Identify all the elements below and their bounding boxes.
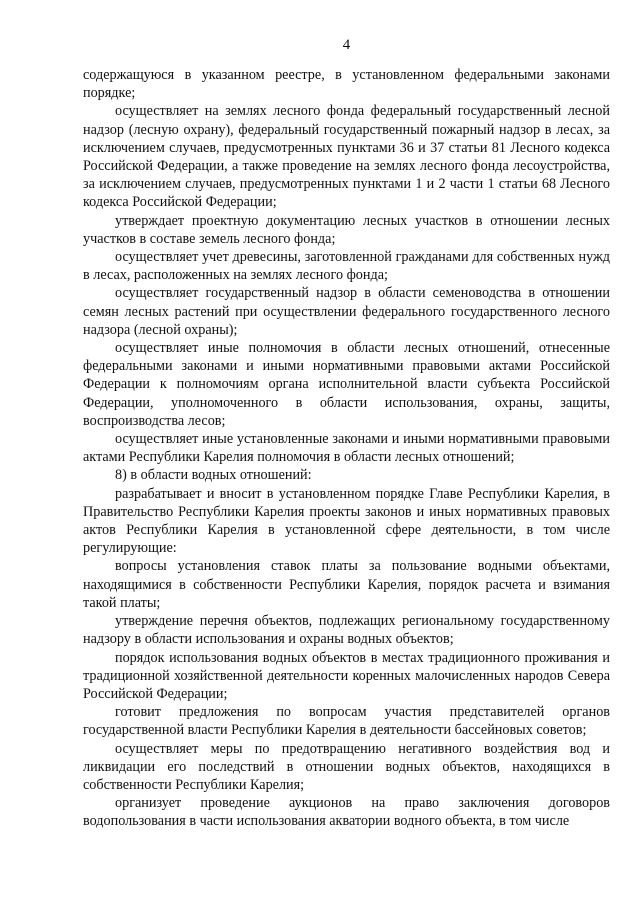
paragraph: осуществляет на землях лесного фонда федеральный государственный лесной надзор (лесную охрану), федеральный государственный пожарный надзор в лесах, за исключением случаев, предусмотренных пунктами 36 и 37 статьи 81 Лесного кодекса Российской Федерации, а также проведение на землях лесного фонда лесоустройства, за исключением случаев, предусмотренных пунктами 1 и 2 части 1 статьи 68 Лесного кодекса Российской Федерации; <box>83 103 610 211</box>
paragraph: организует проведение аукционов на право заключения договоров водопользования в части использования акватории водного объекта, в том числе <box>83 795 610 830</box>
paragraph: осуществляет иные полномочия в области лесных отношений, отнесенные федеральными законами и иными нормативными правовыми актами Российской Федерации к полномочиям органа исполнительной власти субъекта Российской Федерации, уполномоченного в области использования, охраны, защиты, воспроизводства лесов; <box>83 340 610 429</box>
paragraph: порядок использования водных объектов в местах традиционного проживания и традиционной хозяйственной деятельности коренных малочисленных народов Севера Российской Федерации; <box>83 649 610 702</box>
paragraph: осуществляет меры по предотвращению негативного воздействия вод и ликвидации его последствий в отношении водных объектов, находящихся в собственности Республики Карелия; <box>83 740 610 793</box>
paragraph: осуществляет учет древесины, заготовленной гражданами для собственных нужд в лесах, расположенных на землях лесного фонда; <box>83 249 610 284</box>
paragraph: осуществляет иные установленные законами и иными нормативными правовыми актами Республики Карелия полномочия в области лесных отношений; <box>83 431 610 466</box>
document-body <box>83 66 610 831</box>
paragraph: утверждает проектную документацию лесных участков в отношении лесных участков в составе земель лесного фонда; <box>83 212 610 247</box>
section-heading: 8) в области водных отношений: <box>115 467 312 484</box>
paragraph: содержащуюся в указанном реестре, в установленном федеральными законами порядке; <box>83 67 610 102</box>
paragraph: разрабатывает и вносит в установленном порядке Главе Республики Карелия, в Правительство Республики Карелия проекты законов и иных нормативных правовых актов Республики Карелия в установленной сфере деятельности, в том числе регулирующие: <box>83 485 610 557</box>
paragraph: вопросы установления ставок платы за пользование водными объектами, находящимися в собственности Республики Карелия, порядок расчета и взимания такой платы; <box>83 558 610 611</box>
page-number: 4 <box>342 37 351 53</box>
paragraph: готовит предложения по вопросам участия представителей органов государственной власти Республики Карелия в деятельности бассейновых советов; <box>83 704 610 739</box>
paragraph: осуществляет государственный надзор в области семеноводства в отношении семян лесных растений при осуществлении федерального государственного лесного надзора (лесной охраны); <box>83 285 610 338</box>
paragraph: утверждение перечня объектов, подлежащих региональному государственному надзору в области использования и охраны водных объектов; <box>83 613 610 648</box>
